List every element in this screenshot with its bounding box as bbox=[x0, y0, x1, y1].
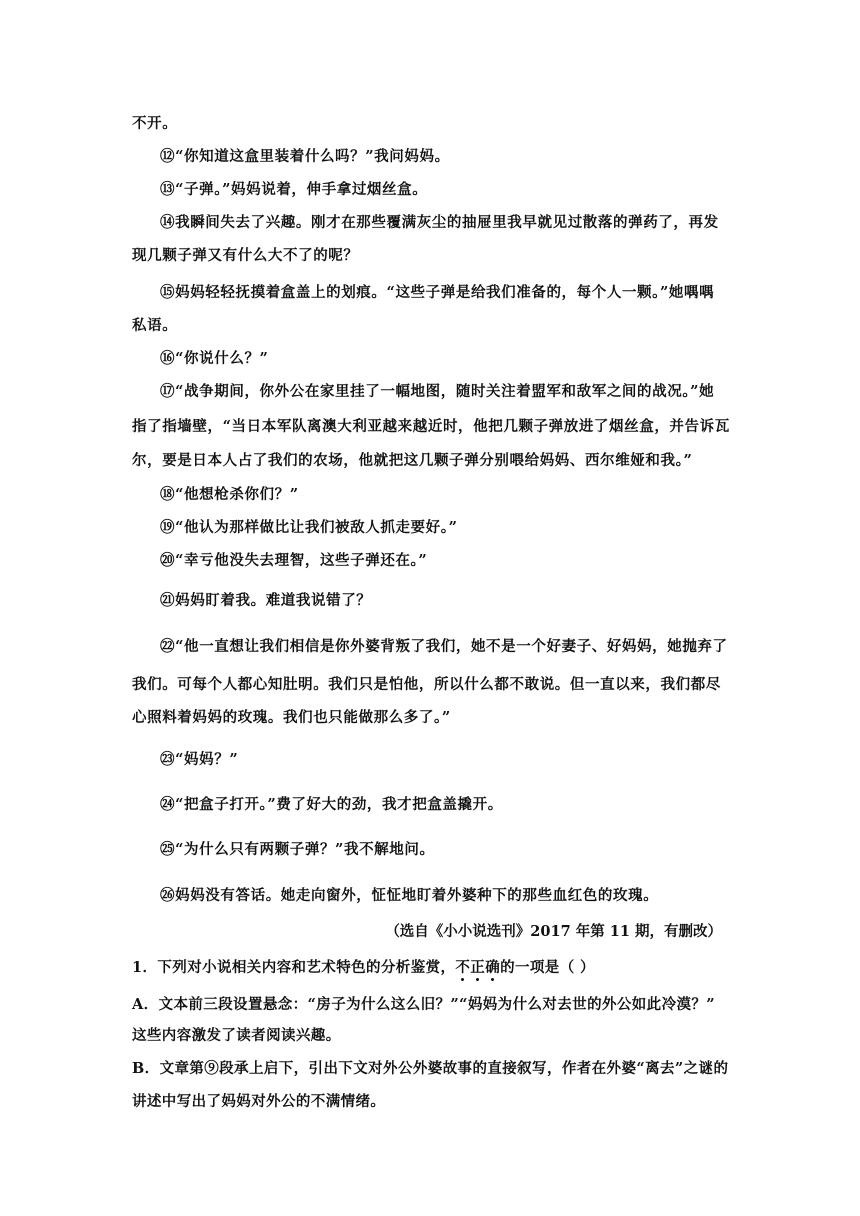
question-number: 1． bbox=[132, 959, 158, 976]
paragraph-22-line-3: 心照料着妈妈的玫瑰。我们也只能做那么多了。” bbox=[132, 709, 451, 726]
paragraph-14-line-1: ⑭我瞬间失去了兴趣。刚才在那些覆满灰尘的抽屉里我早就见过散落的弹药了，再发 bbox=[160, 214, 719, 231]
emphasis-char-1: 不 bbox=[455, 959, 471, 976]
option-b-label: B． bbox=[132, 1060, 160, 1077]
option-a-line-2: 这些内容激发了读者阅读兴趣。 bbox=[132, 1027, 341, 1044]
paragraph-13: ⑬“子弹。”妈妈说着，伸手拿过烟丝盒。 bbox=[160, 181, 428, 198]
option-a-line-1 bbox=[0, 995, 860, 1015]
paragraph-17-line-3: 尔，要是日本人占了我们的农场，他就把这几颗子弹分别喂给妈妈、西尔维娅和我。” bbox=[132, 452, 693, 469]
paragraph-17-line-1: ⑰“战争期间，你外公在家里挂了一幅地图，随时关注着盟军和敌军之间的战况。”她 bbox=[160, 383, 715, 400]
option-b-text-1: 文章第⑨段承上启下，引出下文对外公外婆故事的直接叙写，作者在外婆“离去”之谜的 bbox=[159, 1060, 729, 1077]
emphasis-char-2: 正 bbox=[470, 959, 486, 976]
option-a-text-1: 文本前三段设置悬念：“房子为什么这么旧？”“妈妈为什么对去世的外公如此冷漠？” bbox=[158, 996, 716, 1013]
question-stem-before: 下列对小说相关内容和艺术特色的分析鉴赏， bbox=[157, 959, 456, 976]
paragraph-17-line-2: 指了指墙壁，“当日本军队离澳大利亚越来越近时，他把几颗子弹放进了烟丝盒，并告诉瓦 bbox=[132, 418, 730, 435]
paragraph-24: ㉔“把盒子打开。”费了好大的劲，我才把盒盖撬开。 bbox=[160, 796, 503, 813]
paragraph-26: ㉖妈妈没有答话。她走向窗外，怔怔地盯着外婆种下的那些血红色的玫瑰。 bbox=[160, 887, 659, 904]
question-1-stem bbox=[0, 958, 860, 978]
option-b-line-1 bbox=[0, 1059, 860, 1079]
option-b-line-2: 讲述中写出了妈妈对外公的不满情绪。 bbox=[132, 1093, 386, 1110]
paragraph-15-line-1: ⑮妈妈轻轻抚摸着盒盖上的划痕。“这些子弹是给我们准备的，每个人一颗。”她喁喁 bbox=[160, 284, 715, 301]
paragraph-14-line-2: 现几颗子弹又有什么大不了的呢？ bbox=[132, 247, 359, 264]
paragraph-25: ㉕“为什么只有两颗子弹？”我不解地问。 bbox=[160, 841, 435, 858]
paragraph-11-continuation: 不开。 bbox=[132, 115, 178, 132]
paragraph-22-line-2: 我们。可每个人都心知肚明。我们只是怕他，所以什么都不敢说。但一直以来，我们都尽 bbox=[132, 676, 721, 693]
paragraph-15-line-2: 私语。 bbox=[132, 317, 178, 334]
paragraph-16: ⑯“你说什么？” bbox=[160, 350, 269, 367]
paragraph-21: ㉑妈妈盯着我。难道我说错了？ bbox=[160, 592, 372, 609]
paragraph-23: ㉓“妈妈？” bbox=[160, 751, 239, 768]
paragraph-18: ⑱“他想枪杀你们？” bbox=[160, 486, 299, 503]
paragraph-19: ⑲“他认为那样做比让我们被敌人抓走要好。” bbox=[160, 519, 458, 536]
emphasis-char-3: 确 bbox=[485, 959, 501, 976]
paragraph-20: ⑳“幸亏他没失去理智，这些子弹还在。” bbox=[160, 552, 428, 569]
question-stem-after: 的一项是（ ） bbox=[500, 959, 595, 976]
option-a-label: A． bbox=[132, 996, 159, 1013]
paragraph-22-line-1: ㉒“他一直想让我们相信是你外婆背叛了我们，她不是一个好妻子、好妈妈，她抛弃了 bbox=[160, 638, 728, 655]
source-citation: （选自《小小说选刊》2017 年第 11 期，有删改） bbox=[385, 923, 722, 940]
paragraph-12: ⑫“你知道这盒里装着什么吗？”我问妈妈。 bbox=[160, 148, 450, 165]
